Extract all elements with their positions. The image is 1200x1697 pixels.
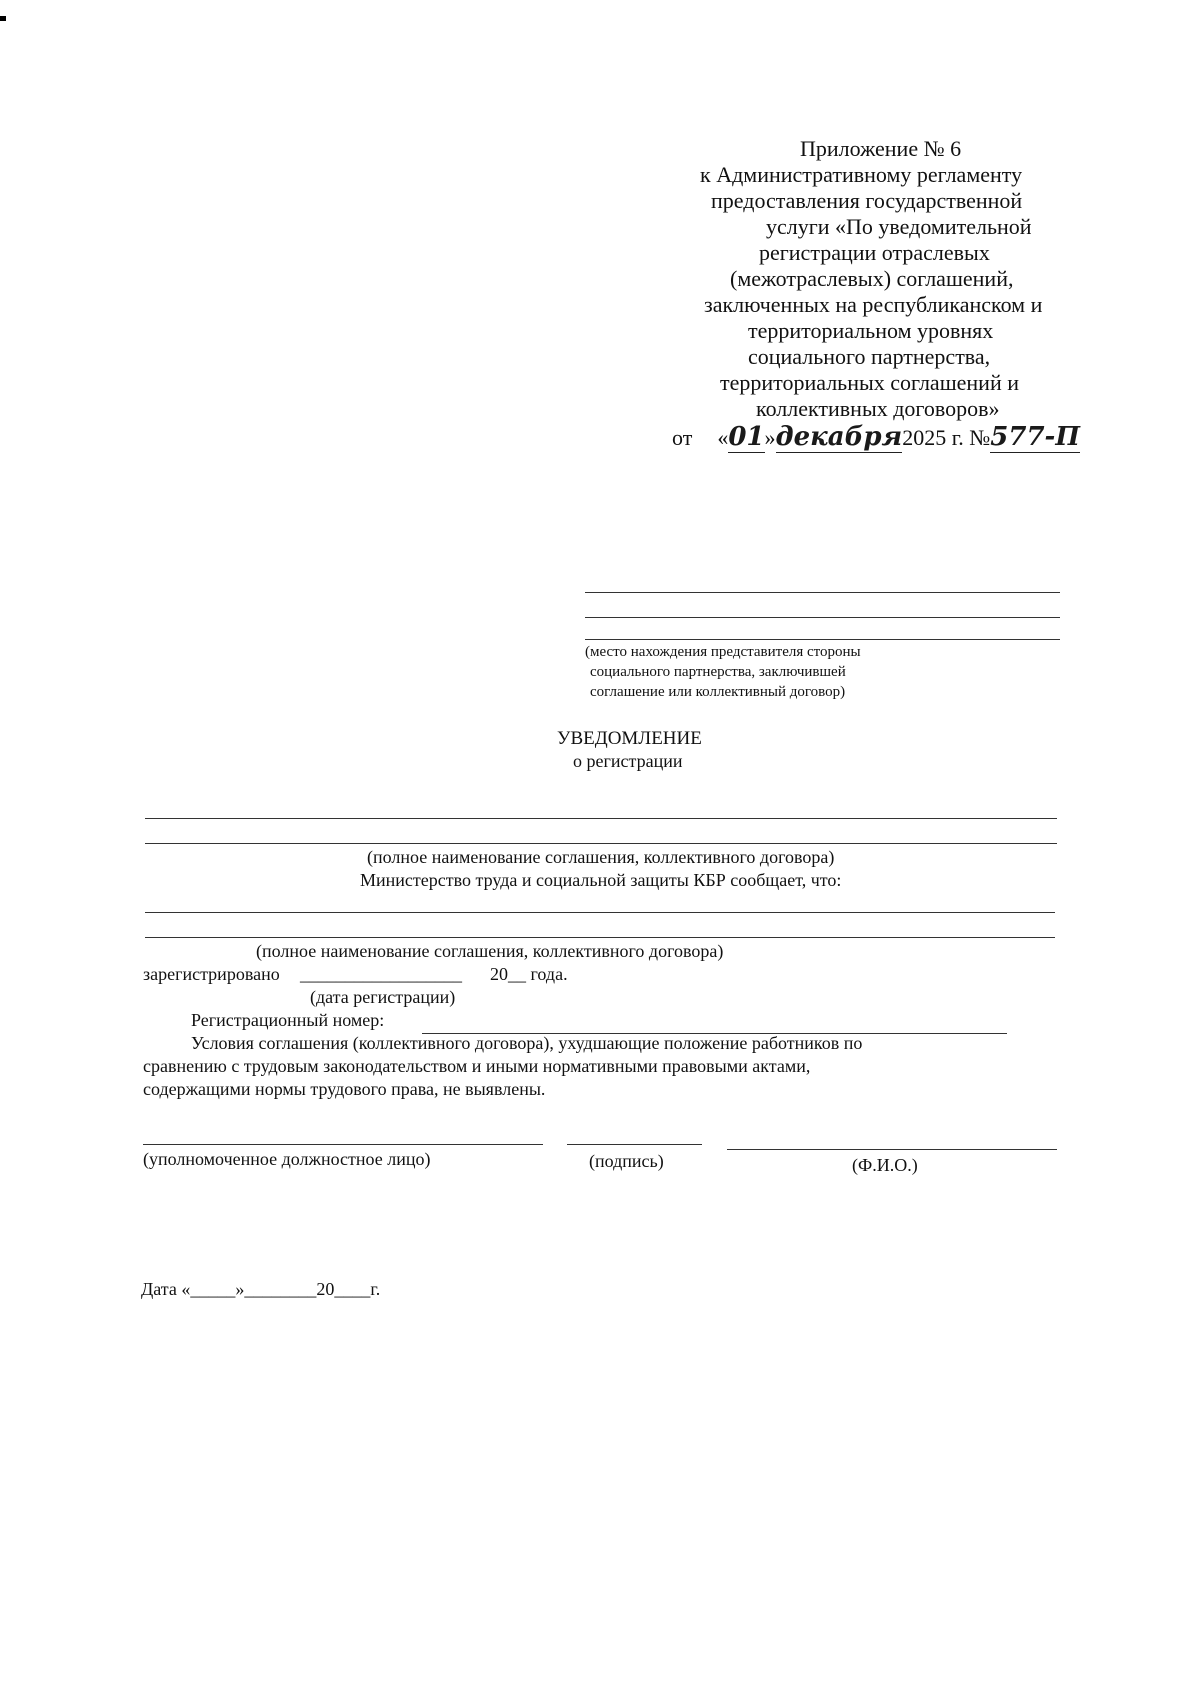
handwritten-month: декабря [775,422,903,452]
appendix-title: Приложение № 6 [800,136,962,161]
appendix-line: социального партнерства, [748,344,991,369]
fio-line [727,1149,1057,1150]
appendix-line: предоставления государственной [711,188,1023,213]
recipient-caption-line: социального партнерства, заключившей [590,664,846,680]
registration-number-label: Регистрационный номер: [191,1010,385,1030]
open-quote: « [717,425,729,450]
appendix-line: коллективных договоров» [756,396,1000,421]
registration-year: 20__ года. [490,964,568,984]
appendix-date-line [672,424,1080,451]
year-text: 2025 г. № [902,425,991,450]
address-line-1 [585,592,1060,593]
handwritten-day: 01 [728,422,765,452]
recipient-caption-line: (место нахождения представителя стороны [585,644,861,660]
signature-line [567,1144,702,1145]
notice-subtitle: о регистрации [573,751,683,771]
agreement-line-4 [145,937,1055,938]
agreement-caption: (полное наименование соглашения, коллективного договора) [256,941,724,961]
agreement-line-2 [145,843,1057,844]
fio-caption: (Ф.И.О.) [852,1155,918,1175]
appendix-line: к Административному регламенту [700,162,1023,187]
agreement-line-1 [145,818,1057,819]
recipient-caption-line: соглашение или коллективный договор) [590,684,846,700]
conditions-line: содержащими нормы трудового права, не выявлены. [143,1079,546,1099]
ministry-text: Министерство труда и социальной защиты КБР сообщает, что: [360,870,842,890]
appendix-line: регистрации отраслевых [759,240,990,265]
appendix-line: услуги «По уведомительной [766,214,1032,239]
address-line-3 [585,639,1060,640]
scan-corner-mark [0,16,6,21]
registration-date-caption: (дата регистрации) [310,987,456,1007]
conditions-line: сравнению с трудовым законодательством и иными нормативными правовыми актами, [143,1056,811,1076]
agreement-line-3 [145,912,1055,913]
handwritten-number: 577-П [990,422,1080,452]
official-signature-line [143,1144,543,1145]
agreement-caption: (полное наименование соглашения, коллективного договора) [367,847,835,867]
appendix-line: территориальном уровнях [748,318,994,343]
conditions-line: Условия соглашения (коллективного договора), ухудшающие положение работников по [191,1033,863,1053]
registered-label: зарегистрировано [143,964,280,984]
appendix-line: (межотраслевых) соглашений, [730,266,1014,291]
notice-title: УВЕДОМЛЕНИЕ [557,728,702,749]
address-line-2 [585,617,1060,618]
date-prefix: от [672,425,693,450]
date-line: Дата «_____»________20____г. [141,1279,381,1299]
appendix-line: территориальных соглашений и [720,370,1019,395]
close-quote: » [764,425,776,450]
registration-date-blank: __________________ [300,964,462,984]
signature-caption: (подпись) [589,1151,664,1171]
appendix-line: заключенных на республиканском и [704,292,1043,317]
official-caption: (уполномоченное должностное лицо) [143,1149,431,1169]
